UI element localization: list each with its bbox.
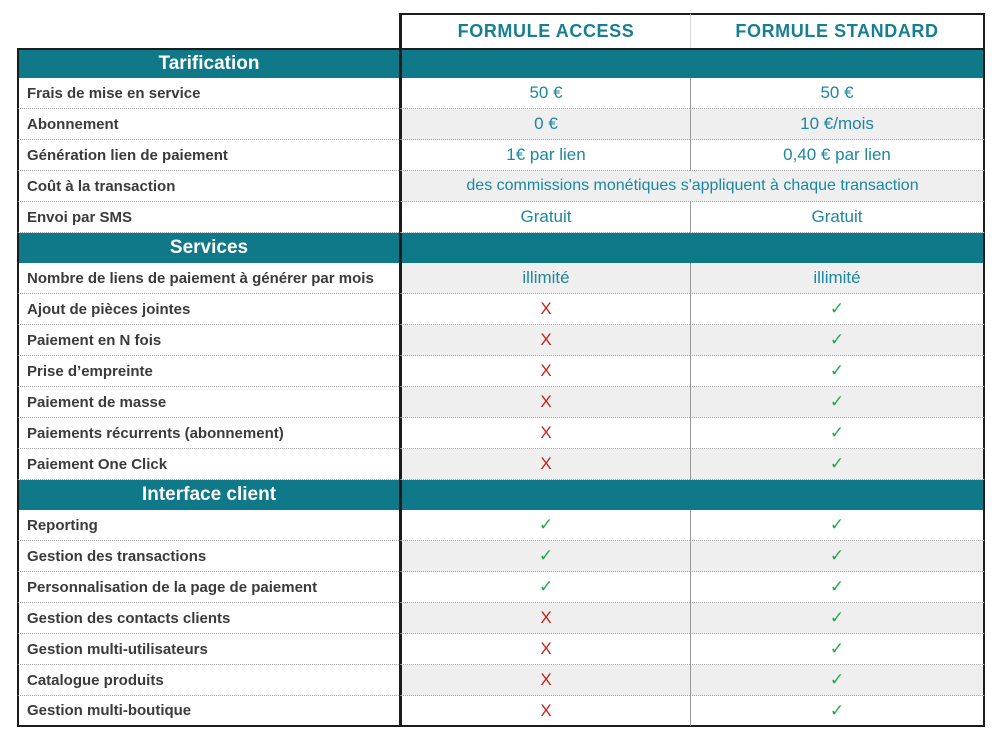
cell-value: X — [399, 325, 690, 356]
cell-value: X — [399, 449, 690, 480]
table-row — [17, 418, 985, 449]
row-label: Gestion des contacts clients — [17, 603, 399, 634]
row-label: Paiement One Click — [17, 449, 399, 480]
cell-value: ✓ — [690, 294, 985, 325]
row-label: Ajout de pièces jointes — [17, 294, 399, 325]
cell-value: X — [399, 696, 690, 727]
cell-value: ✓ — [690, 696, 985, 727]
cell-value: 0 € — [399, 109, 690, 140]
cell-value: ✓ — [690, 510, 985, 541]
table-row — [17, 171, 985, 202]
cell-value: 50 € — [690, 78, 985, 109]
row-label: Paiements récurrents (abonnement) — [17, 418, 399, 449]
merged-note: des commissions monétiques s'appliquent à chaque transaction — [399, 171, 985, 202]
table-row — [17, 202, 985, 233]
table-row — [17, 665, 985, 696]
row-label: Envoi par SMS — [17, 202, 399, 233]
row-label: Nombre de liens de paiement à générer par mois — [17, 263, 399, 294]
section-title: Tarification — [17, 48, 399, 78]
cell-value: X — [399, 418, 690, 449]
section-header-services — [17, 233, 985, 263]
cell-value: ✓ — [690, 541, 985, 572]
cell-value: ✓ — [399, 510, 690, 541]
cell-value: ✓ — [690, 634, 985, 665]
cell-value: X — [399, 603, 690, 634]
section-band-fill — [690, 480, 985, 510]
table-row — [17, 510, 985, 541]
row-label: Paiement de masse — [17, 387, 399, 418]
table-row — [17, 541, 985, 572]
section-title: Services — [17, 233, 399, 263]
table-row — [17, 294, 985, 325]
plan-header-access: FORMULE ACCESS — [399, 13, 690, 48]
section-header-interface-client — [17, 480, 985, 510]
cell-value: X — [399, 634, 690, 665]
row-label: Frais de mise en service — [17, 78, 399, 109]
table-row — [17, 109, 985, 140]
row-label: Gestion multi-boutique — [17, 696, 399, 727]
section-header-tarification — [17, 48, 985, 78]
row-label: Coût à la transaction — [17, 171, 399, 202]
cell-value: X — [399, 387, 690, 418]
cell-value: ✓ — [690, 387, 985, 418]
plan-comparison-table — [17, 13, 985, 727]
table-row — [17, 449, 985, 480]
cell-value: ✓ — [690, 603, 985, 634]
section-band-fill — [399, 233, 690, 263]
table-row — [17, 263, 985, 294]
cell-value: Gratuit — [690, 202, 985, 233]
cell-value: Gratuit — [399, 202, 690, 233]
cell-value: illimité — [399, 263, 690, 294]
row-label: Gestion des transactions — [17, 541, 399, 572]
plan-header-standard: FORMULE STANDARD — [690, 13, 985, 48]
cell-value: ✓ — [690, 572, 985, 603]
table-row — [17, 572, 985, 603]
row-label: Prise d’empreinte — [17, 356, 399, 387]
cell-value: illimité — [690, 263, 985, 294]
row-label: Catalogue produits — [17, 665, 399, 696]
table-row — [17, 634, 985, 665]
row-label: Abonnement — [17, 109, 399, 140]
cell-value: ✓ — [690, 325, 985, 356]
cell-value: 50 € — [399, 78, 690, 109]
section-band-fill — [690, 48, 985, 78]
row-label: Paiement en N fois — [17, 325, 399, 356]
cell-value: ✓ — [399, 572, 690, 603]
table-row — [17, 140, 985, 171]
cell-value: ✓ — [399, 541, 690, 572]
row-label: Gestion multi-utilisateurs — [17, 634, 399, 665]
table-row — [17, 78, 985, 109]
cell-value: ✓ — [690, 418, 985, 449]
cell-value: X — [399, 665, 690, 696]
cell-value: ✓ — [690, 449, 985, 480]
row-label: Génération lien de paiement — [17, 140, 399, 171]
section-band-fill — [399, 480, 690, 510]
section-title: Interface client — [17, 480, 399, 510]
cell-value: X — [399, 294, 690, 325]
plan-header-row — [17, 13, 985, 48]
cell-value: ✓ — [690, 665, 985, 696]
cell-value: ✓ — [690, 356, 985, 387]
section-band-fill — [690, 233, 985, 263]
table-row — [17, 356, 985, 387]
table-row — [17, 603, 985, 634]
cell-value: 10 €/mois — [690, 109, 985, 140]
header-spacer — [17, 13, 399, 48]
row-label: Personnalisation de la page de paiement — [17, 572, 399, 603]
cell-value: 0,40 € par lien — [690, 140, 985, 171]
table-row — [17, 325, 985, 356]
cell-value: 1€ par lien — [399, 140, 690, 171]
row-label: Reporting — [17, 510, 399, 541]
cell-value: X — [399, 356, 690, 387]
table-row — [17, 696, 985, 727]
section-band-fill — [399, 48, 690, 78]
table-row — [17, 387, 985, 418]
